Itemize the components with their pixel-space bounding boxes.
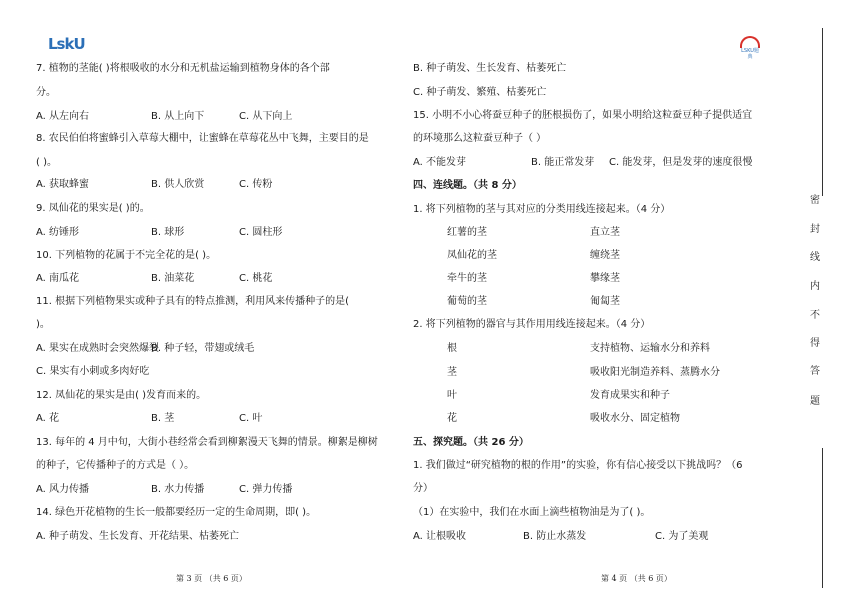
option-text: C. 传粉	[239, 179, 273, 190]
option-text: 吸收水分、固定植物	[590, 413, 680, 424]
binding-char: 得	[810, 338, 820, 349]
option-text: B. 供人欣赏	[151, 179, 205, 190]
binding-char: 线	[810, 252, 820, 263]
question-line: 1. 我们做过“研究植物的根的作用”的实验，你有信心接受以下挑战吗？（6	[413, 460, 743, 471]
question-line: C. 种子萌发、繁殖、枯萎死亡	[413, 87, 547, 98]
option-text: B. 水力传播	[151, 484, 205, 495]
option-text: 匍匐茎	[590, 296, 620, 307]
option-text: C. 桃花	[239, 273, 273, 284]
option-text: 茎	[447, 367, 457, 378]
option-text: A. 不能发芽	[413, 157, 467, 168]
option-text: B. 油菜花	[151, 273, 195, 284]
binding-char: 密	[810, 195, 820, 206]
binding-char: 内	[810, 281, 820, 292]
option-text: B. 能正常发芽	[531, 157, 595, 168]
option-text: C. 叶	[239, 413, 263, 424]
option-text: 凤仙花的茎	[447, 250, 497, 261]
option-text: C. 能发芽，但是发芽的速度很慢	[609, 157, 753, 168]
page-footer: 第 3 页 （共 6 页）	[176, 574, 247, 583]
option-text: 牵牛的茎	[447, 273, 487, 284]
option-text: B. 茎	[151, 413, 175, 424]
question-line: 14. 绿色开花植物的生长一般都要经历一定的生命周期，即( )。	[36, 507, 317, 518]
question-line: 1. 将下列植物的茎与其对应的分类用线连接起来。（4 分）	[413, 204, 671, 215]
question-line: 分。	[36, 87, 56, 98]
question-line: 分）	[413, 483, 433, 494]
option-text: B. 种子轻，带翅或绒毛	[151, 343, 255, 354]
question-line: C. 果实有小刺或多肉好吃	[36, 366, 150, 377]
option-text: B. 球形	[151, 227, 185, 238]
option-text: C. 从下向上	[239, 111, 293, 122]
option-text: 红薯的茎	[447, 227, 487, 238]
question-line: B. 种子萌发、生长发育、枯萎死亡	[413, 63, 567, 74]
question-line: 的环境那么这粒蚕豆种子（ ）	[413, 133, 547, 144]
publisher-logo-text: LSKU题典	[741, 48, 759, 60]
option-text: 吸收阳光制造养料、蒸腾水分	[590, 367, 720, 378]
question-line: 的种子，它传播种子的方式是（ ）。	[36, 460, 195, 471]
option-text: B. 防止水蒸发	[523, 531, 587, 542]
question-line: )。	[36, 319, 50, 330]
section-heading: 五、探究题。（共 26 分）	[413, 437, 529, 448]
question-line: 9. 凤仙花的果实是( )的。	[36, 203, 150, 214]
option-text: A. 让根吸收	[413, 531, 467, 542]
binding-line-bottom	[822, 448, 823, 588]
option-text: A. 从左向右	[36, 111, 90, 122]
option-text: 根	[447, 343, 457, 354]
option-text: 叶	[447, 390, 457, 401]
binding-margin	[796, 28, 860, 588]
binding-char: 题	[810, 396, 820, 407]
binding-char: 答	[810, 366, 820, 377]
option-text: 支持植物、运输水分和养料	[590, 343, 710, 354]
question-line: 13. 每年的 4 月中旬，大街小巷经常会看到柳絮漫天飞舞的情景。柳絮是柳树	[36, 437, 378, 448]
question-line: 10. 下列植物的花属于不完全花的是( )。	[36, 250, 217, 261]
option-text: C. 弹力传播	[239, 484, 293, 495]
question-line: ( )。	[36, 157, 57, 168]
binding-char: 封	[810, 224, 820, 235]
option-text: A. 花	[36, 413, 60, 424]
option-text: 发育成果实和种子	[590, 390, 670, 401]
option-text: B. 从上向下	[151, 111, 205, 122]
question-line: 2. 将下列植物的器官与其作用用线连接起来。（4 分）	[413, 319, 651, 330]
option-text: 攀缘茎	[590, 273, 620, 284]
option-text: 花	[447, 413, 457, 424]
option-text: A. 获取蜂蜜	[36, 179, 90, 190]
question-line: A. 种子萌发、生长发育、开花结果、枯萎死亡	[36, 531, 240, 542]
option-text: A. 风力传播	[36, 484, 90, 495]
page-4	[405, 0, 795, 607]
option-text: C. 为了美观	[655, 531, 709, 542]
section-heading: 四、连线题。（共 8 分）	[413, 180, 522, 191]
page-3	[0, 0, 405, 607]
binding-char: 不	[810, 310, 820, 321]
option-text: 葡萄的茎	[447, 296, 487, 307]
option-text: A. 纺锤形	[36, 227, 80, 238]
binding-line-top	[822, 28, 823, 196]
option-text: A. 果实在成熟时会突然爆裂	[36, 343, 160, 354]
page-footer: 第 4 页 （共 6 页）	[601, 574, 672, 583]
question-line: 7. 植物的茎能( )将根吸收的水分和无机盐运输到植物身体的各个部	[36, 63, 330, 74]
question-line: 12. 凤仙花的果实是由( )发育而来的。	[36, 390, 207, 401]
question-line: （1）在实验中，我们在水面上滴些植物油是为了( )。	[413, 507, 651, 518]
question-line: 15. 小明不小心将蚕豆种子的胚根损伤了，如果小明给这粒蚕豆种子提供适宜	[413, 110, 753, 121]
option-text: A. 南瓜花	[36, 273, 80, 284]
option-text: C. 圆柱形	[239, 227, 283, 238]
option-text: 缠绕茎	[590, 250, 620, 261]
question-line: 11. 根据下列植物果实或种子具有的特点推测，利用风来传播种子的是(	[36, 296, 349, 307]
logo-text: LskU	[48, 35, 85, 53]
question-line: 8. 农民伯伯将蜜蜂引入草莓大棚中，让蜜蜂在草莓花丛中飞舞，主要目的是	[36, 133, 369, 144]
option-text: 直立茎	[590, 227, 620, 238]
